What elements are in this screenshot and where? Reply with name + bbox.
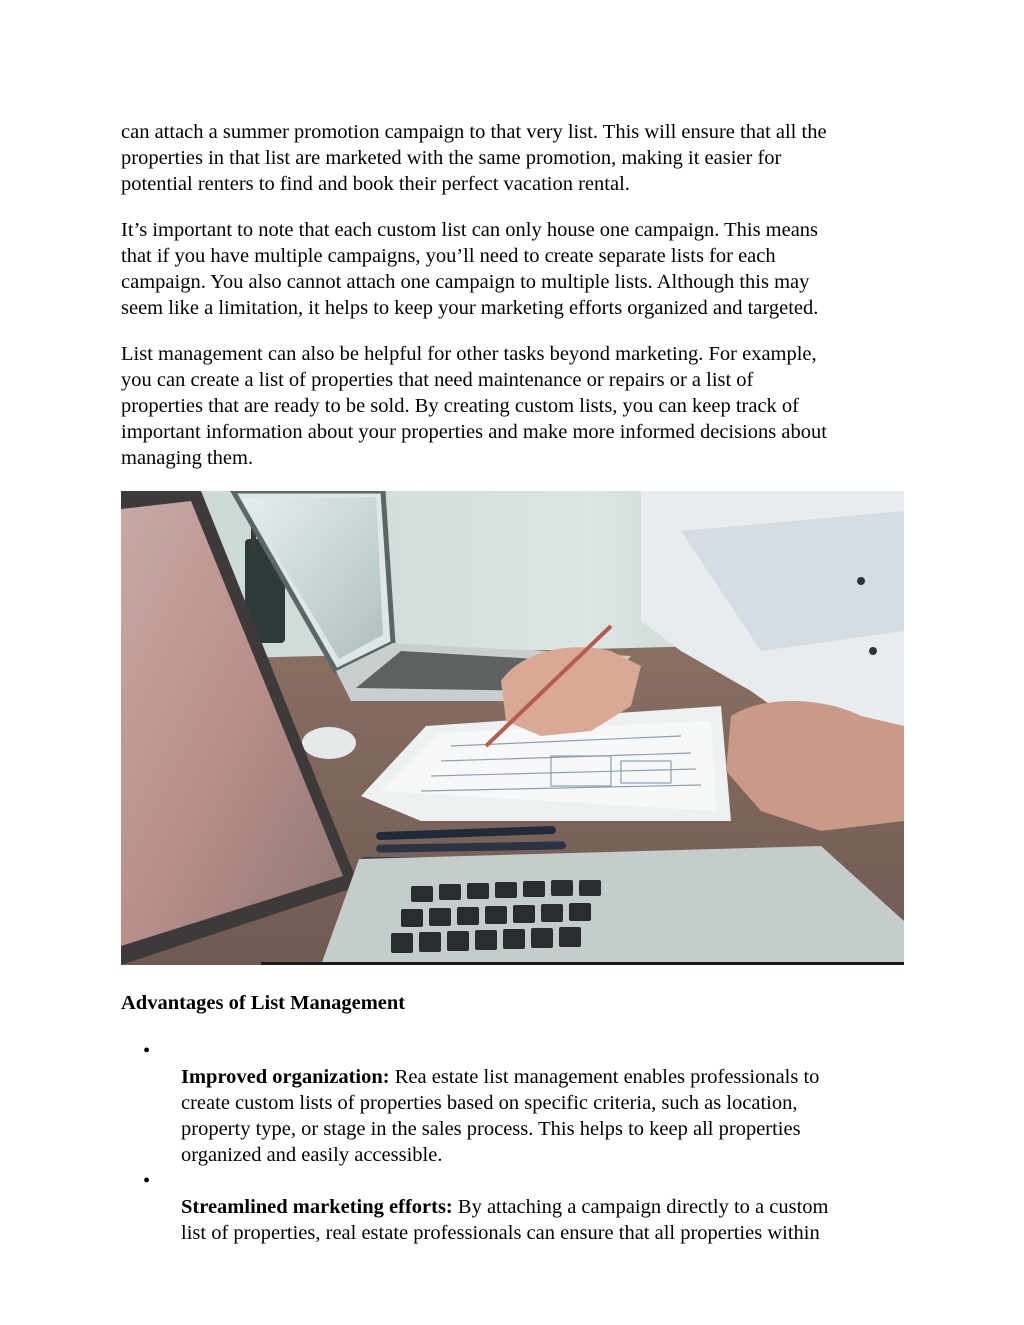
bullet-marker: • — [143, 1040, 151, 1062]
advantages-list — [121, 1038, 911, 1246]
office-laptops-photo — [121, 491, 904, 965]
paragraph-campaign-list: can attach a summer promotion campaign to that very list. This will ensure that all the properties in that list are marketed with the same promotion, making it easier for potential renters to find and book their perfect vacation rental. — [121, 121, 827, 195]
section-heading: Advantages of List Management — [121, 992, 406, 1014]
list-item — [121, 1168, 911, 1246]
paragraph-one-campaign-rule: It’s important to note that each custom list can only house one campaign. This means that if you have multiple campaigns, you’ll need to create separate lists for each campaign. You also cannot attach one campaign to multiple lists. Although this may seem like a limitation, it helps to keep your marketing efforts organized and targeted. — [121, 219, 819, 319]
bullet-marker: • — [143, 1170, 151, 1192]
photo-illustration — [121, 491, 904, 965]
list-item-term: Streamlined marketing efforts: — [181, 1196, 453, 1218]
list-item-text: Rea estate list management enables professionals to create custom lists of properties based on specific criteria, such as location, property type, or stage in the sales process. This helps to keep all properties organized and easily accessible. — [181, 1066, 820, 1166]
document-page — [121, 119, 911, 1246]
list-item — [121, 1038, 911, 1168]
paragraph-other-uses: List management can also be helpful for other tasks beyond marketing. For example, you can create a list of properties that need maintenance or repairs or a list of properties that are ready to be sold. By creating custom lists, you can keep track of important information about your properties and make more informed decisions about managing them. — [121, 343, 827, 469]
list-item-text: By attaching a campaign directly to a custom list of properties, real estate professionals can ensure that all properties within — [181, 1196, 829, 1244]
list-item-term: Improved organization: — [181, 1066, 390, 1088]
